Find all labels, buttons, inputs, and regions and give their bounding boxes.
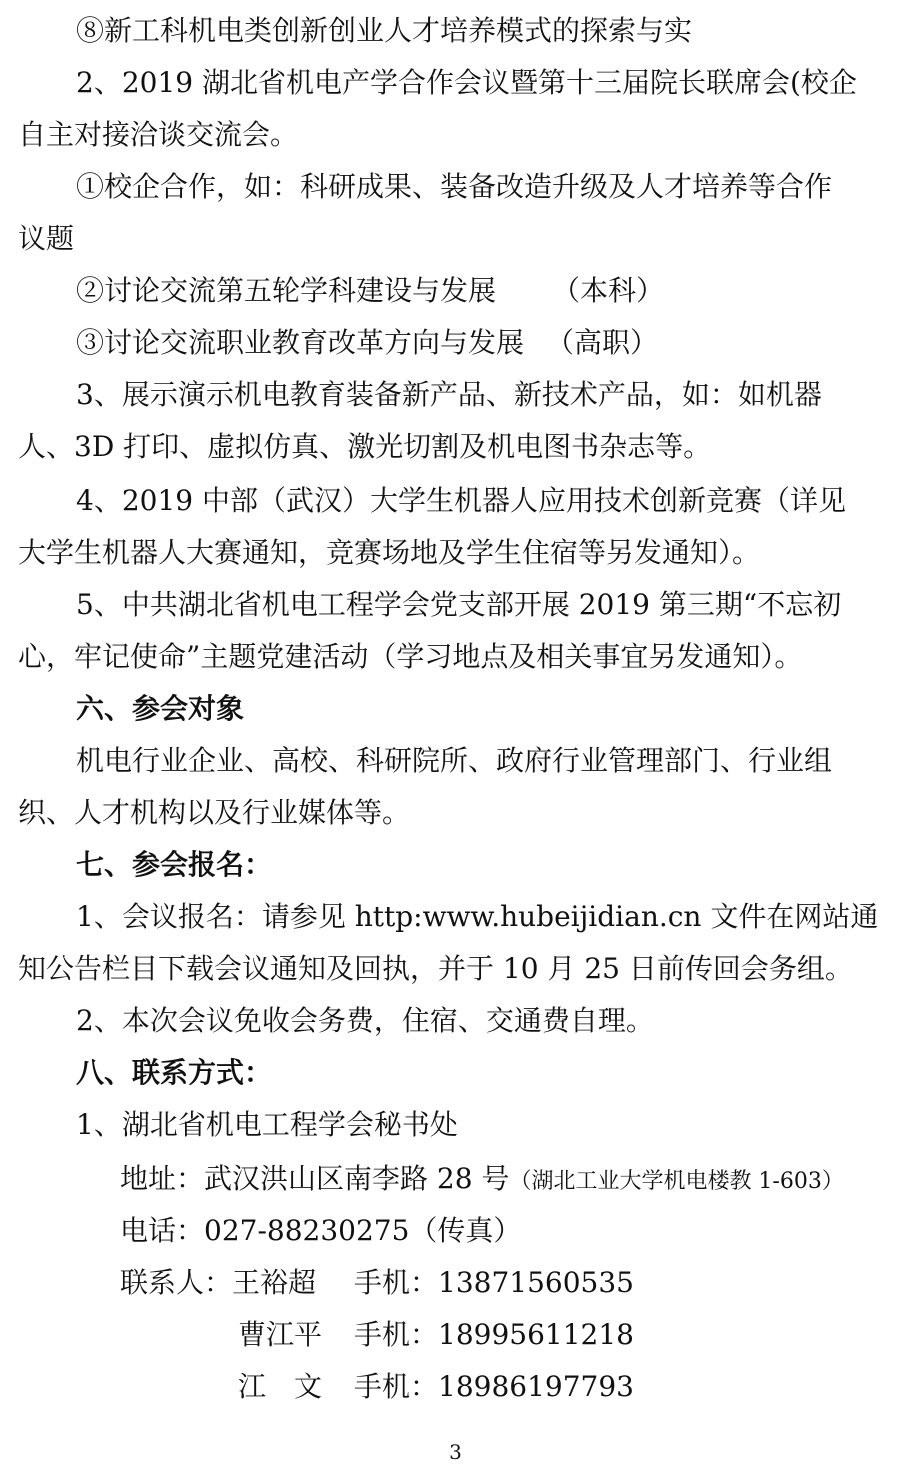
section-heading-8: 八、联系方式： [76,1056,273,1089]
registration-line-2: 知公告栏目下载会议通知及回执，并于 10 月 25 日前传回会务组。 [18,952,853,985]
section-heading-6: 六、参会对象 [76,692,245,725]
sub-item-3 [76,326,658,360]
registration-line-1: 1、会议报名：请参见 http:www.hubeijidian.cn 文件在网站通 [76,900,879,933]
address-detail: （湖北工业大学机电楼教 1-603） [509,1169,844,1194]
contact-person-2: 曹江平 [238,1318,323,1351]
contact-mobile-3: 手机：18986197793 [354,1370,634,1403]
item-4-line-2: 大学生机器人大赛通知，竞赛场地及学生住宿等另发通知）。 [18,536,761,569]
sub-item-1-line-1: ①校企合作，如：科研成果、装备改造升级及人才培养等合作 [76,170,833,203]
item-5-line-2: 心，牢记使命”主题党建活动（学习地点及相关事宜另发通知）。 [18,640,803,673]
sub-item-2-text: ②讨论交流第五轮学科建设与发展 [76,274,497,307]
sub-item-2-tag: （本科） [552,274,665,307]
section-6-line-1: 机电行业企业、高校、科研院所、政府行业管理部门、行业组 [76,744,833,777]
item-2-line-2: 自主对接洽谈交流会。 [18,118,299,151]
contact-person-1: 联系人：王裕超 [120,1266,317,1299]
sub-item-1-line-2: 议题 [18,222,75,255]
sub-item-3-text: ③讨论交流职业教育改革方向与发展 [76,326,525,359]
secretariat-line: 1、湖北省机电工程学会秘书处 [76,1108,458,1141]
item-2-line-1: 2、2019 湖北省机电产学合作会议暨第十三届院长联席会(校企 [76,66,857,99]
item-4-line-1: 4、2019 中部（武汉）大学生机器人应用技术创新竞赛（详见 [76,484,846,517]
contact-mobile-2: 手机：18995611218 [354,1318,634,1351]
address-line [120,1162,844,1196]
sub-item-3-tag: （高职） [546,326,659,359]
contact-mobile-1: 手机：13871560535 [354,1266,634,1299]
item-3-line-2: 人、3D 打印、虚拟仿真、激光切割及机电图书杂志等。 [18,430,712,463]
page-number: 3 [449,1440,462,1464]
item-5-line-1: 5、中共湖北省机电工程学会党支部开展 2019 第三期“不忘初 [76,588,842,621]
sub-item-2 [76,274,664,308]
contact-person-3: 江 文 [238,1370,323,1403]
item-3-line-1: 3、展示演示机电教育装备新产品、新技术产品，如：如机器 [76,378,822,411]
section-6-line-2: 织、人才机构以及行业媒体等。 [18,796,411,829]
address-text: 地址：武汉洪山区南李路 28 号 [120,1162,510,1195]
fee-line: 2、本次会议免收会务费，住宿、交通费自理。 [76,1004,654,1037]
phone-line: 电话：027-88230275（传真） [120,1214,522,1247]
list-item-8: ⑧新工科机电类创新创业人才培养模式的探索与实 [76,14,693,47]
section-heading-7: 七、参会报名： [76,848,273,881]
